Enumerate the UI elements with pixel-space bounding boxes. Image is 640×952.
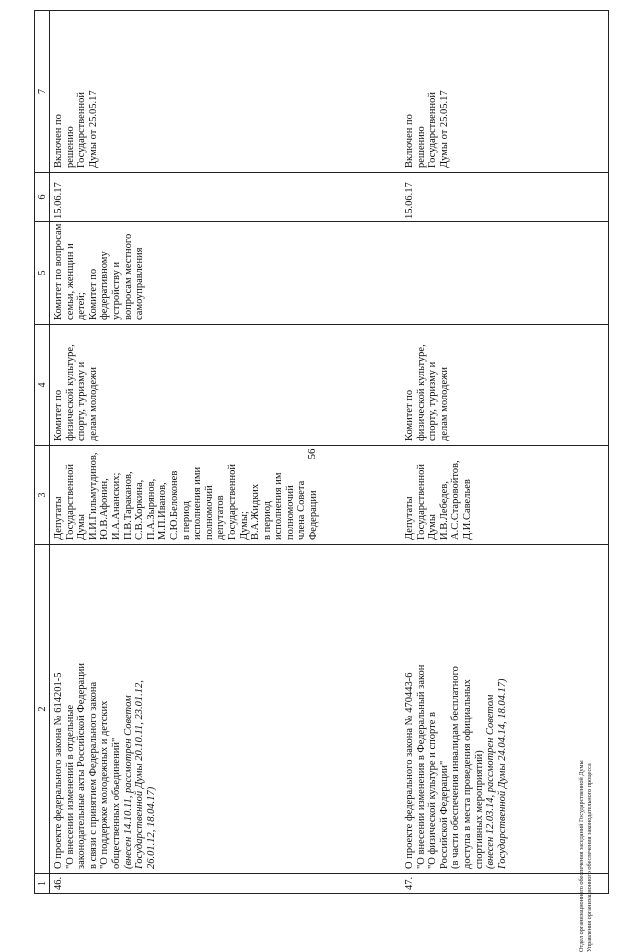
- column-number: 4: [35, 325, 50, 446]
- inclusion-basis: [50, 11, 402, 173]
- text-line: решению: [415, 126, 427, 168]
- text-line: Ю.В.Афонин,: [99, 478, 111, 540]
- bill-title: [404, 547, 485, 869]
- text-line: "О физической культуре и спорте в: [427, 712, 439, 869]
- text-line: 26.01.12, 18.04.17): [145, 786, 157, 869]
- table-row: [401, 11, 609, 894]
- text-line: Государственной: [76, 92, 88, 168]
- text-line: решению: [64, 126, 76, 168]
- text-line: И.В.Лебедев,: [438, 481, 450, 540]
- text-line: спорту, туризму и: [427, 361, 439, 441]
- text-line: С.В.Хоркина,: [134, 479, 146, 540]
- text-line: В.А.Жидких: [250, 483, 262, 540]
- text-line: "О внесении изменения в Федеральный закон: [415, 664, 427, 869]
- text-line: доступа в места проведения официальных: [461, 679, 473, 869]
- inclusion-basis: [401, 11, 609, 173]
- text-line: И.И.Гильмутдинов,: [87, 452, 99, 540]
- text-line: "О поддержке молодежных и детских: [99, 700, 111, 869]
- bill-title-cell: [50, 545, 402, 874]
- text-line: Думы;: [238, 511, 250, 540]
- text-line: М.П.Иванов,: [157, 482, 169, 540]
- register-sheet: [34, 11, 608, 894]
- text-line: Думы от 25.05.17: [438, 90, 450, 168]
- column-number: 7: [35, 11, 50, 173]
- text-line: Комитет по: [404, 389, 415, 441]
- text-line: "О внесении изменений в отдельные: [64, 704, 76, 869]
- column-number: 5: [35, 222, 50, 325]
- text-line: П.А.Зырянов,: [145, 478, 157, 540]
- text-line: спортивных мероприятий): [473, 750, 485, 869]
- bill-authors: [401, 446, 609, 545]
- consideration-date: 15.06.17: [50, 173, 402, 222]
- text-line: И.А.Ананских;: [110, 472, 122, 540]
- co-executor-committees: [50, 222, 402, 325]
- text-line: О проекте федерального закона № 470443-6: [404, 672, 415, 869]
- text-line: детей;: [76, 292, 88, 320]
- text-line: Думы от 25.05.17: [87, 90, 99, 168]
- bills-table: [34, 10, 609, 894]
- column-number: 1: [35, 874, 50, 894]
- footer-note-directorate: Управления организационного обеспечения законодательного процесса: [586, 763, 593, 952]
- column-number: 6: [35, 173, 50, 222]
- bill-authors: [50, 446, 402, 545]
- text-line: Государственной: [64, 464, 76, 540]
- text-line: Д.И.Савельев: [461, 479, 473, 540]
- table-row: [50, 11, 402, 894]
- text-line: Комитет по: [53, 389, 64, 441]
- text-line: законодательные акты Российской Федерации: [76, 662, 88, 869]
- text-line: полномочий: [284, 485, 296, 540]
- text-line: (в части обеспечения инвалидам бесплатного: [450, 666, 462, 869]
- text-line: делам молодежи: [87, 367, 99, 441]
- text-line: устройству и: [110, 261, 122, 320]
- text-line: Государственной: [427, 92, 439, 168]
- text-line: А.С.Старовойтов,: [450, 460, 462, 540]
- text-line: Депутаты: [53, 496, 64, 540]
- column-number: 3: [35, 446, 50, 545]
- text-line: делам молодежи: [438, 367, 450, 441]
- text-line: депутатов: [215, 495, 227, 540]
- column-number: 2: [35, 545, 50, 874]
- text-line: Включен по: [53, 114, 64, 168]
- text-line: члена Совета: [296, 480, 308, 540]
- text-line: Российской Федерации": [438, 760, 450, 869]
- text-line: в период: [180, 500, 192, 540]
- footer-note-department: Отдел организационного обеспечения заседаний Государственной Думы: [578, 760, 585, 952]
- text-line: исполнения ими: [192, 466, 204, 540]
- bill-title-cell: [401, 545, 609, 874]
- text-line: Государственной Думы 20.10.11, 23.01.12,: [134, 680, 146, 869]
- text-line: Включен по: [404, 114, 415, 168]
- text-line: Государственной: [415, 464, 427, 540]
- text-line: физической культуре,: [64, 344, 76, 441]
- text-line: в период: [261, 500, 273, 540]
- bill-history-note: [485, 547, 508, 869]
- text-line: вопросам местного: [122, 233, 134, 320]
- consideration-date: 15.06.17: [401, 173, 609, 222]
- row-number: 47.: [401, 874, 609, 894]
- text-line: федеративному: [99, 251, 111, 320]
- text-line: П.В.Тараканов,: [122, 471, 134, 540]
- column-number-row: [35, 11, 50, 894]
- text-line: Депутаты: [404, 496, 415, 540]
- text-line: семьи, женщин и: [64, 243, 76, 320]
- text-line: физической культуре,: [415, 344, 427, 441]
- text-line: спорту, туризму и: [76, 361, 88, 441]
- page-number: 56: [306, 448, 318, 460]
- bills-table-body: [50, 11, 609, 894]
- text-line: в связи с принятием Федерального закона: [87, 681, 99, 869]
- co-executor-committees: [401, 222, 609, 325]
- text-line: С.Ю.Белоконев: [168, 470, 180, 540]
- responsible-committee: [401, 325, 609, 446]
- text-line: Думы: [427, 514, 439, 540]
- text-line: Думы: [76, 514, 88, 540]
- text-line: самоуправления: [134, 247, 146, 320]
- bill-history-note: [123, 547, 158, 869]
- responsible-committee: [50, 325, 402, 446]
- text-line: (внесен 14.10.11, рассмотрен Советом: [122, 695, 134, 869]
- text-line: Федерации: [308, 490, 320, 540]
- text-line: О проекте федерального закона № 614201-5: [53, 672, 64, 869]
- text-line: Комитет по: [87, 268, 99, 320]
- text-line: исполнения им: [273, 472, 285, 540]
- bill-title: [53, 547, 123, 869]
- text-line: Государственной: [226, 464, 238, 540]
- text-line: Комитет по вопросам: [53, 223, 64, 320]
- text-line: Государственной Думы 24.04.14, 18.04.17): [496, 678, 508, 869]
- text-line: полномочий: [203, 485, 215, 540]
- text-line: (внесен 12.03.14, рассмотрен Советом: [485, 694, 497, 869]
- text-line: общественных объединений": [110, 737, 122, 869]
- row-number: 46.: [50, 874, 402, 894]
